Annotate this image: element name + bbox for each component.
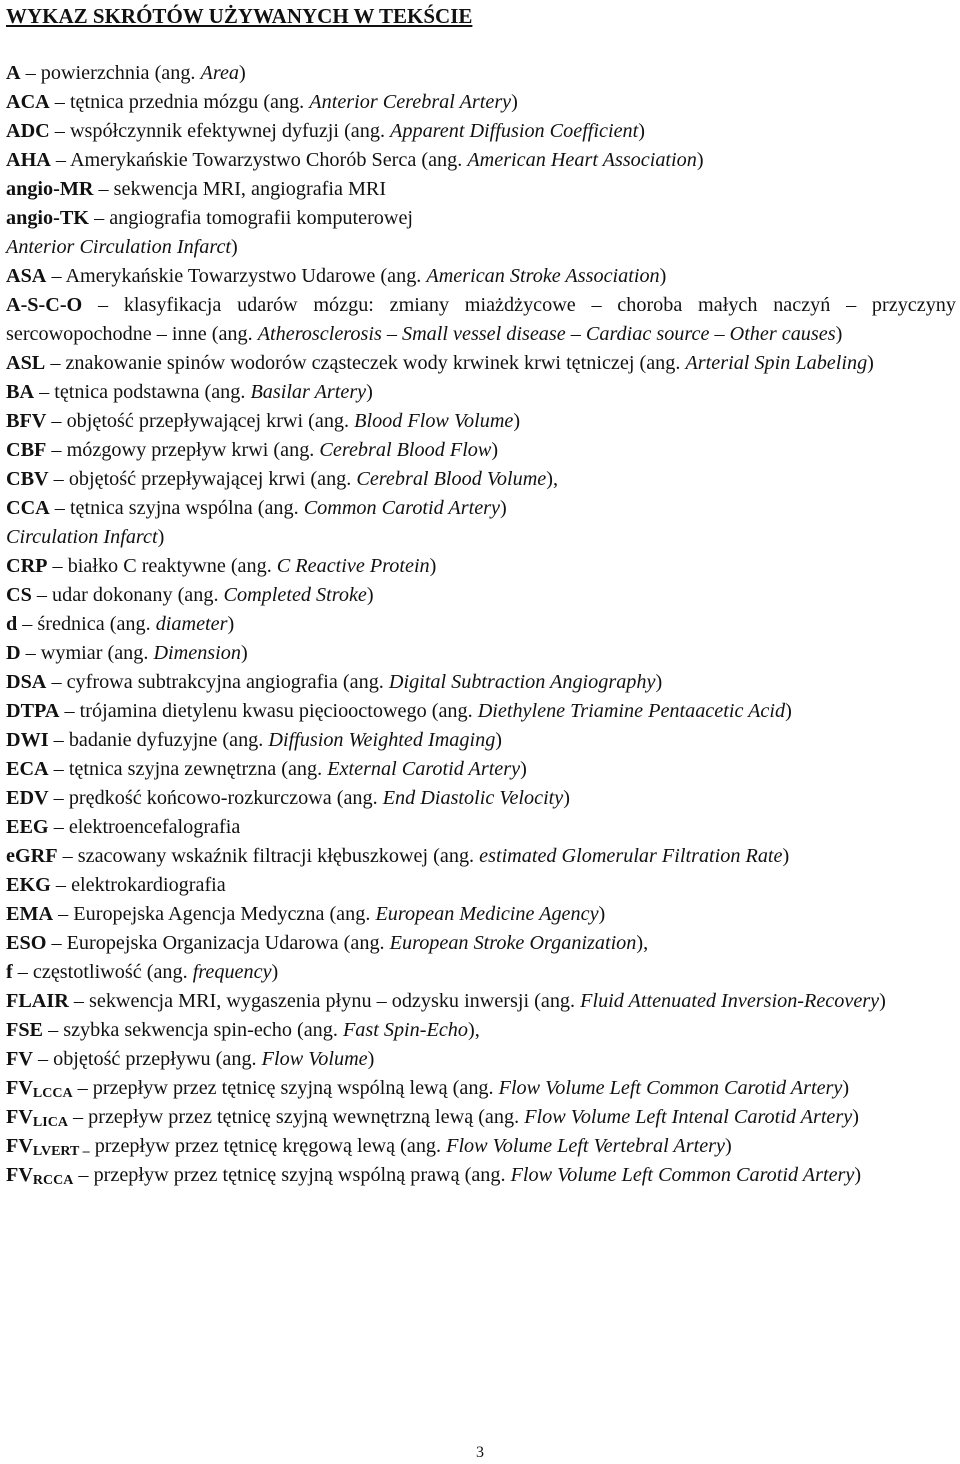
- abbreviation-entry: [6, 639, 956, 668]
- abbreviation-term: eGRF: [6, 845, 58, 867]
- abbreviation-definition: – objętość przepływającej krwi (ang.: [48, 468, 357, 490]
- abbreviation-entry: [6, 523, 956, 552]
- abbreviation-closing: ): [240, 642, 248, 664]
- abbreviation-term: FV: [6, 1164, 33, 1186]
- abbreviation-entry: [6, 784, 956, 813]
- abbreviation-entry: [6, 407, 956, 436]
- abbreviation-entry: [6, 581, 956, 610]
- abbreviation-definition: – Europejska Agencja Medyczna (ang.: [53, 903, 376, 925]
- abbreviation-definition: – średnica (ang.: [17, 613, 156, 635]
- abbreviation-definition: – tętnica podstawna (ang.: [34, 381, 251, 403]
- abbreviation-term: FV: [6, 1135, 33, 1157]
- abbreviation-closing: ): [429, 555, 437, 577]
- abbreviation-closing: ): [867, 352, 874, 374]
- abbreviation-term: f: [6, 961, 13, 983]
- abbreviation-definition: – mózgowy przepływ krwi (ang.: [46, 439, 320, 461]
- abbreviation-term: CBF: [6, 439, 47, 461]
- abbreviation-definition: – angiografia tomografii komputerowej: [89, 207, 414, 229]
- abbreviation-english-term: estimated Glomerular Filtration Rate: [479, 845, 783, 867]
- abbreviation-term: FV: [6, 1106, 33, 1128]
- abbreviation-english-term: Digital Subtraction Angiography: [388, 671, 656, 693]
- abbreviation-entry: [6, 349, 956, 378]
- abbreviation-term: angio-TK: [6, 207, 90, 229]
- abbreviation-english-term: End Diastolic Velocity: [382, 787, 564, 809]
- abbreviation-entry: [6, 494, 956, 523]
- abbreviation-term: BFV: [6, 410, 47, 432]
- abbreviation-english-term: Circulation Infarct: [6, 526, 158, 548]
- abbreviation-entry: [6, 436, 956, 465]
- abbreviation-closing: ): [520, 758, 527, 780]
- abbreviation-closing: ): [854, 1164, 862, 1186]
- abbreviation-english-term: American Heart Association: [467, 149, 697, 171]
- abbreviation-definition: przepływ przez tętnicę kręgową lewą (ang.: [89, 1135, 447, 1157]
- abbreviation-term: BA: [6, 381, 35, 403]
- abbreviation-definition: – tętnica szyjna zewnętrzna (ang.: [48, 758, 328, 780]
- abbreviation-closing: ): [157, 526, 165, 548]
- abbreviation-entry: [6, 1132, 956, 1161]
- abbreviation-term: D: [6, 642, 21, 664]
- abbreviation-english-term: Common Carotid Artery: [303, 497, 500, 519]
- abbreviation-english-term: Area: [200, 62, 240, 84]
- abbreviation-definition: – powierzchnia (ang.: [20, 62, 201, 84]
- abbreviation-term: DSA: [6, 671, 47, 693]
- abbreviation-closing: ): [227, 613, 235, 635]
- abbreviation-entry: [6, 900, 956, 929]
- abbreviation-closing: ): [842, 1077, 850, 1099]
- abbreviation-english-term: Blood Flow Volume: [354, 410, 514, 432]
- abbreviation-subscript: RCCA: [32, 1173, 74, 1188]
- abbreviation-closing: ): [782, 845, 790, 867]
- abbreviation-definition: – badanie dyfuzyjne (ang.: [48, 729, 269, 751]
- abbreviation-entry: [6, 697, 956, 726]
- abbreviation-closing: ): [724, 1135, 732, 1157]
- abbreviation-definition: – trójamina dietylenu kwasu pięciooctowego (ang.: [59, 700, 478, 722]
- abbreviation-definition: – Europejska Organizacja Udarowa (ang.: [46, 932, 390, 954]
- abbreviation-definition: – częstotliwość (ang.: [12, 961, 193, 983]
- abbreviation-english-term: Basilar Artery: [250, 381, 367, 403]
- abbreviation-term: AHA: [6, 149, 51, 171]
- page-number: 3: [476, 1444, 484, 1461]
- abbreviation-english-term: C Reactive Protein: [276, 555, 430, 577]
- abbreviation-list: [6, 59, 956, 1190]
- abbreviation-closing: ): [563, 787, 570, 809]
- abbreviation-entry: [6, 871, 956, 900]
- abbreviation-definition: – klasyfikacja udarów mózgu: zmiany miażdżycowe – choroba małych naczyń – przyczyny sercowopochodne – inne (ang.: [6, 294, 956, 345]
- abbreviation-closing: ),: [546, 468, 559, 490]
- abbreviation-term: FV: [6, 1077, 33, 1099]
- abbreviation-closing: ): [879, 990, 886, 1012]
- abbreviation-term: A-S-C-O: [6, 294, 83, 316]
- abbreviation-english-term: European Stroke Organization: [389, 932, 637, 954]
- abbreviation-definition: – przepływ przez tętnicę szyjną wspólną prawą (ang.: [73, 1164, 511, 1186]
- abbreviation-entry: [6, 1103, 956, 1132]
- abbreviation-term: CCA: [6, 497, 50, 519]
- abbreviation-entry: [6, 204, 956, 233]
- abbreviation-term: ESO: [6, 932, 47, 954]
- abbreviation-entry: [6, 88, 956, 117]
- abbreviation-subscript: LICA: [32, 1115, 68, 1130]
- abbreviation-definition: – sekwencja MRI, angiografia MRI: [93, 178, 387, 200]
- abbreviation-term: CBV: [6, 468, 49, 490]
- abbreviation-closing: ): [696, 149, 704, 171]
- abbreviation-entry: [6, 175, 956, 204]
- abbreviation-definition: – Amerykańskie Towarzystwo Udarowe (ang.: [46, 265, 427, 287]
- abbreviation-term: d: [6, 613, 18, 635]
- abbreviation-closing: ): [367, 1048, 375, 1070]
- abbreviation-closing: ): [638, 120, 645, 142]
- abbreviation-definition: – przepływ przez tętnicę szyjną wewnętrzną lewą (ang.: [67, 1106, 525, 1128]
- abbreviation-definition: – wymiar (ang.: [20, 642, 154, 664]
- abbreviation-definition: – białko C reaktywne (ang.: [47, 555, 277, 577]
- abbreviation-entry: [6, 929, 956, 958]
- abbreviation-english-term: Arterial Spin Labeling: [685, 352, 868, 374]
- abbreviation-definition: – współczynnik efektywnej dyfuzji (ang.: [49, 120, 391, 142]
- abbreviation-entry: [6, 465, 956, 494]
- abbreviation-term: ADC: [6, 120, 50, 142]
- abbreviation-entry: [6, 59, 956, 88]
- abbreviation-entry: [6, 1045, 956, 1074]
- abbreviation-definition: – udar dokonany (ang.: [31, 584, 224, 606]
- abbreviation-entry: [6, 1016, 956, 1045]
- abbreviation-definition: – szybka sekwencja spin-echo (ang.: [43, 1019, 343, 1041]
- abbreviation-english-term: Diffusion Weighted Imaging: [268, 729, 496, 751]
- abbreviation-definition: – objętość przepływającej krwi (ang.: [46, 410, 355, 432]
- abbreviation-closing: ): [835, 323, 843, 345]
- abbreviation-term: ASA: [6, 265, 47, 287]
- abbreviation-english-term: American Stroke Association: [426, 265, 660, 287]
- abbreviation-entry: [6, 262, 956, 291]
- abbreviation-definition: – znakowanie spinów wodorów cząsteczek wody krwinek krwi tętniczej (ang.: [45, 352, 686, 374]
- abbreviation-term: DWI: [6, 729, 49, 751]
- abbreviation-entry: [6, 610, 956, 639]
- abbreviation-english-term: Atherosclerosis – Small vessel disease – Cardiac source – Other causes: [257, 323, 836, 345]
- abbreviation-english-term: Anterior Circulation Infarct: [6, 236, 232, 258]
- abbreviation-entry: [6, 552, 956, 581]
- abbreviation-english-term: European Medicine Agency: [375, 903, 599, 925]
- abbreviation-closing: ): [366, 381, 373, 403]
- abbreviation-term: FV: [6, 1048, 33, 1070]
- abbreviation-definition: – prędkość końcowo-rozkurczowa (ang.: [48, 787, 383, 809]
- abbreviation-english-term: Flow Volume Left Common Carotid Artery: [498, 1077, 843, 1099]
- abbreviation-english-term: Diethylene Triamine Pentaacetic Acid: [477, 700, 786, 722]
- abbreviation-closing: ): [655, 671, 663, 693]
- abbreviation-definition: – elektroencefalografia: [48, 816, 241, 838]
- abbreviation-definition: – tętnica szyjna wspólna (ang.: [49, 497, 304, 519]
- abbreviation-term: EKG: [6, 874, 51, 896]
- abbreviation-closing: ),: [467, 1019, 480, 1041]
- abbreviation-term: EMA: [6, 903, 54, 925]
- abbreviation-english-term: frequency: [192, 961, 272, 983]
- abbreviation-closing: ): [598, 903, 606, 925]
- abbreviation-closing: ): [513, 410, 521, 432]
- abbreviation-term: ECA: [6, 758, 49, 780]
- abbreviation-subscript: LCCA: [32, 1086, 73, 1101]
- abbreviation-closing: ): [785, 700, 792, 722]
- abbreviation-closing: ): [659, 265, 667, 287]
- abbreviation-english-term: diameter: [155, 613, 228, 635]
- abbreviation-english-term: Cerebral Blood Volume: [356, 468, 547, 490]
- abbreviation-definition: – Amerykańskie Towarzystwo Chorób Serca (ang.: [50, 149, 468, 171]
- abbreviation-english-term: Fast Spin-Echo: [342, 1019, 468, 1041]
- abbreviation-entry: [6, 668, 956, 697]
- abbreviation-entry: [6, 958, 956, 987]
- abbreviation-closing: ): [495, 729, 503, 751]
- abbreviation-entry: [6, 233, 956, 262]
- abbreviation-term: CS: [6, 584, 32, 606]
- abbreviation-entry: [6, 1161, 956, 1190]
- abbreviation-entry: [6, 842, 956, 871]
- abbreviation-english-term: External Carotid Artery: [327, 758, 521, 780]
- abbreviation-entry: [6, 146, 956, 175]
- abbreviation-definition: – szacowany wskaźnik filtracji kłębuszkowej (ang.: [57, 845, 480, 867]
- abbreviation-english-term: Cerebral Blood Flow: [319, 439, 492, 461]
- abbreviation-term: EEG: [6, 816, 49, 838]
- abbreviation-english-term: Flow Volume: [261, 1048, 368, 1070]
- abbreviation-term: FSE: [6, 1019, 44, 1041]
- abbreviation-english-term: Flow Volume Left Common Carotid Artery: [510, 1164, 855, 1186]
- abbreviation-term: CRP: [6, 555, 48, 577]
- abbreviation-definition: – elektrokardiografia: [50, 874, 226, 896]
- abbreviation-closing: ): [491, 439, 499, 461]
- abbreviation-english-term: Anterior Cerebral Artery: [309, 91, 512, 113]
- abbreviation-english-term: Dimension: [153, 642, 241, 664]
- abbreviation-closing: ): [366, 584, 374, 606]
- abbreviation-closing: ): [271, 961, 279, 983]
- abbreviation-definition: – sekwencja MRI, wygaszenia płynu – odzysku inwersji (ang.: [68, 990, 581, 1012]
- abbreviation-definition: – tętnica przednia mózgu (ang.: [49, 91, 310, 113]
- abbreviation-term: A: [6, 62, 21, 84]
- abbreviation-closing: ): [239, 62, 246, 84]
- abbreviation-entry: [6, 1074, 956, 1103]
- abbreviation-term: ASL: [6, 352, 46, 374]
- abbreviation-english-term: Flow Volume Left Vertebral Artery: [446, 1135, 725, 1157]
- abbreviation-entry: [6, 813, 956, 842]
- abbreviation-closing: ): [499, 497, 507, 519]
- abbreviation-entry: [6, 291, 956, 349]
- abbreviation-english-term: Flow Volume Left Intenal Carotid Artery: [524, 1106, 853, 1128]
- abbreviation-closing: ): [852, 1106, 859, 1128]
- abbreviation-term: EDV: [6, 787, 49, 809]
- abbreviation-term: DTPA: [6, 700, 60, 722]
- abbreviation-english-term: Apparent Diffusion Coefficient: [390, 120, 639, 142]
- page-title: WYKAZ SKRÓTÓW UŻYWANYCH W TEKŚCIE: [6, 4, 473, 28]
- abbreviation-definition: – przepływ przez tętnicę szyjną wspólną lewą (ang.: [72, 1077, 499, 1099]
- abbreviation-entry: [6, 987, 956, 1016]
- abbreviation-closing: ): [511, 91, 518, 113]
- abbreviation-subscript: LVERT –: [32, 1144, 90, 1159]
- abbreviation-term: FLAIR: [6, 990, 69, 1012]
- abbreviation-closing: ): [231, 236, 238, 258]
- abbreviation-definition: – cyfrowa subtrakcyjna angiografia (ang.: [46, 671, 389, 693]
- abbreviation-entry: [6, 117, 956, 146]
- abbreviation-term: ACA: [6, 91, 50, 113]
- abbreviation-closing: ),: [636, 932, 649, 954]
- abbreviation-entry: [6, 378, 956, 407]
- abbreviation-english-term: Completed Stroke: [223, 584, 367, 606]
- abbreviation-entry: [6, 755, 956, 784]
- abbreviation-definition: – objętość przepływu (ang.: [32, 1048, 262, 1070]
- abbreviation-term: angio-MR: [6, 178, 94, 200]
- abbreviation-english-term: Fluid Attenuated Inversion-Recovery: [580, 990, 880, 1012]
- abbreviation-entry: [6, 726, 956, 755]
